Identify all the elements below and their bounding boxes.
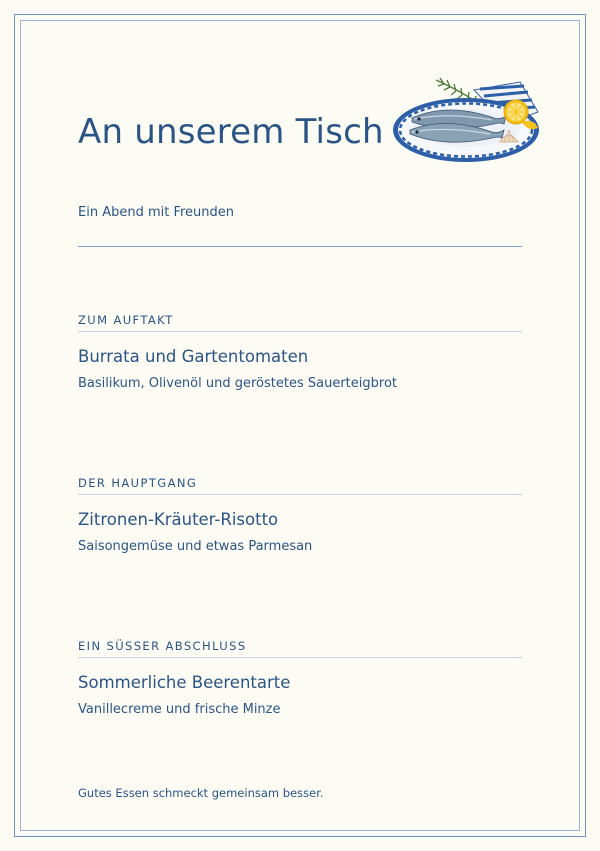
course-label: DER HAUPTGANG xyxy=(78,476,198,490)
dish-description: Vanillecreme und frische Minze xyxy=(78,702,281,717)
course-divider xyxy=(78,331,522,332)
fish-plate-icon xyxy=(388,72,548,168)
dish-name: Sommerliche Beerentarte xyxy=(78,673,291,692)
dish-name: Zitronen-Kräuter-Risotto xyxy=(78,510,279,529)
course-starter xyxy=(78,313,522,393)
course-label: ZUM AUFTAKT xyxy=(78,313,174,327)
menu-subtitle: Ein Abend mit Freunden xyxy=(78,205,235,220)
menu-title: An unserem Tisch xyxy=(78,112,384,152)
dish-name: Burrata und Gartentomaten xyxy=(78,347,309,366)
course-dessert xyxy=(78,639,522,719)
course-main xyxy=(78,476,522,556)
dish-description: Basilikum, Olivenöl und geröstetes Sauerteigbrot xyxy=(78,376,397,391)
course-divider xyxy=(78,657,522,658)
menu-footer: Gutes Essen schmeckt gemeinsam besser. xyxy=(78,786,324,800)
course-divider xyxy=(78,494,522,495)
course-label: EIN SÜSSER ABSCHLUSS xyxy=(78,639,247,653)
dish-description: Saisongemüse und etwas Parmesan xyxy=(78,539,313,554)
title-divider xyxy=(78,246,522,247)
